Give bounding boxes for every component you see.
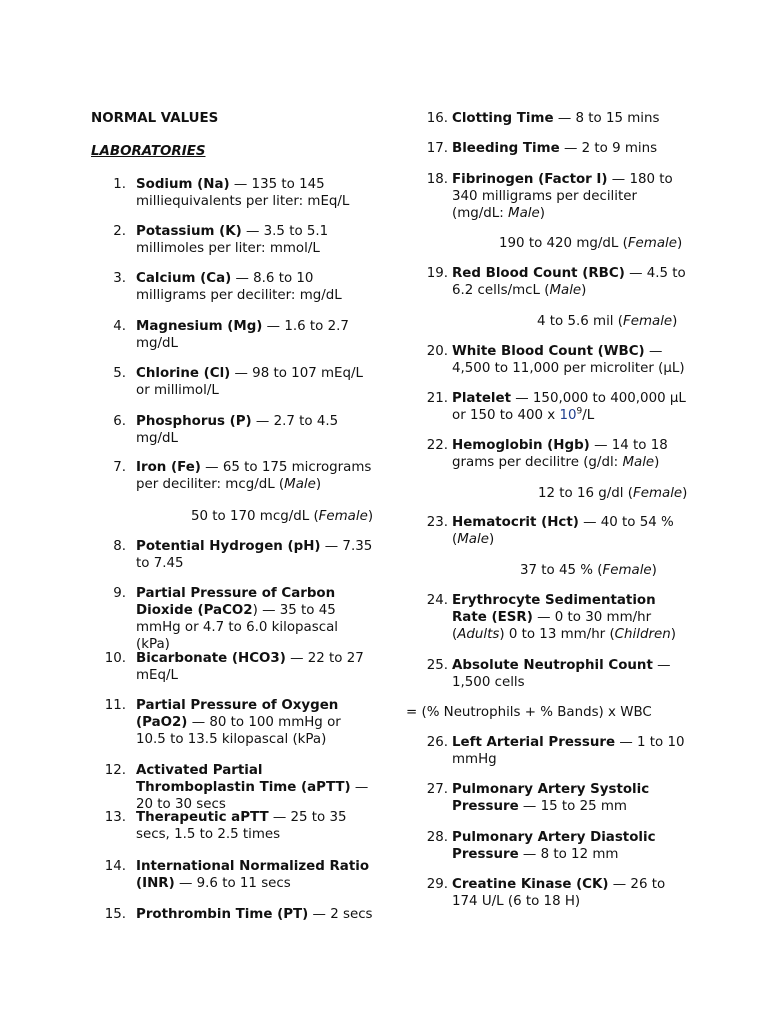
- list-item: [452, 171, 692, 222]
- value-text: — 2 secs: [308, 907, 373, 922]
- qualifier-text: Male: [457, 532, 489, 547]
- value-text: ): [315, 477, 322, 492]
- list-item-number: 11.: [104, 698, 126, 713]
- value-text: — 0 to 30 mm/hr (: [452, 610, 652, 642]
- list-item-number: 26.: [426, 735, 448, 750]
- list-item-number: 15.: [104, 907, 126, 922]
- value-text: — 7.35 to 7.45: [136, 539, 373, 571]
- lab-test-name: Potential Hydrogen (pH): [136, 539, 321, 554]
- value-text: — 9.6 to 11 secs: [174, 876, 291, 891]
- value-text: — 14 to 18 grams per decilitre (g/dl:: [452, 438, 668, 470]
- lab-test-name: Prothrombin Time (PT): [136, 907, 309, 922]
- list-item-number: 21.: [426, 391, 448, 406]
- list-item: [136, 270, 374, 304]
- value-text: — 98 to 107 mEq/L or millimol/L: [136, 366, 363, 398]
- female-range-line: [191, 508, 373, 525]
- lab-test-name: White Blood Count (WBC): [452, 344, 645, 359]
- value-text: ): [654, 455, 660, 470]
- value-text: ): [676, 236, 683, 251]
- value-text: — 2.7 to 4.5 mg/dL: [136, 414, 339, 446]
- list-item: [452, 514, 692, 548]
- value-text: 4 to 5.6 mil (: [537, 314, 623, 329]
- value-text: 10: [559, 408, 577, 423]
- value-text: ): [670, 627, 676, 642]
- value-text: ): [672, 314, 678, 329]
- list-item: [452, 876, 692, 910]
- value-text: ): [651, 563, 657, 578]
- list-item: [452, 657, 692, 691]
- qualifier-text: Female: [602, 563, 652, 578]
- value-text: ) — 35 to 45 mmHg or 4.7 to 6.0 kilopascal (kPa): [136, 603, 339, 652]
- value-text: — 2 to 9 mins: [559, 141, 658, 156]
- lab-test-name: Clotting Time: [452, 111, 554, 126]
- list-item: [136, 176, 374, 210]
- value-text: ) 0 to 13 mm/hr (: [499, 627, 615, 642]
- value-text: 50 to 170 mcg/dL (: [191, 509, 319, 524]
- lab-test-name: Creatine Kinase (CK): [452, 877, 609, 892]
- list-item: [452, 592, 692, 643]
- list-item: [136, 762, 374, 813]
- list-item-number: 13.: [104, 810, 126, 825]
- lab-test-name: Platelet: [452, 391, 511, 406]
- list-item-number: 19.: [426, 266, 448, 281]
- list-item: [452, 265, 692, 299]
- section-heading: LABORATORIES: [91, 144, 206, 159]
- value-text: — 25 to 35 secs, 1.5 to 2.5 times: [136, 810, 347, 842]
- value-text: 12 to 16 g/dl (: [538, 486, 634, 501]
- value-text: 190 to 420 mg/dL (: [499, 236, 628, 251]
- list-item-number: 8.: [113, 539, 126, 554]
- list-item: [452, 437, 692, 471]
- lab-test-name: Partial Pressure of Carbon Dioxide (PaCO2: [136, 586, 336, 618]
- list-item: [136, 697, 374, 748]
- value-text: ): [367, 509, 374, 524]
- lab-test-name: Erythrocyte Sedimentation Rate (ESR): [452, 593, 656, 625]
- value-text: — 20 to 30 secs: [136, 780, 369, 812]
- page-title: NORMAL VALUES: [91, 111, 219, 126]
- value-text: 37 to 45 % (: [520, 563, 603, 578]
- qualifier-text: Male: [549, 283, 582, 298]
- lab-test-name: Hemoglobin (Hgb): [452, 438, 590, 453]
- list-item-number: 10.: [104, 651, 126, 666]
- female-range-line: [537, 313, 677, 330]
- lab-test-name: Pulmonary Artery Diastolic Pressure: [452, 830, 656, 862]
- value-text: — 26 to 174 U/L (6 to 18 H): [452, 877, 666, 909]
- qualifier-text: Female: [318, 509, 368, 524]
- value-text: — 3.5 to 5.1 millimoles per liter: mmol/L: [136, 224, 329, 256]
- value-text: /L: [582, 408, 595, 423]
- lab-test-name: Hematocrit (Hct): [452, 515, 579, 530]
- lab-test-name: Partial Pressure of Oxygen (PaO2): [136, 698, 339, 730]
- list-item: [136, 365, 374, 399]
- lab-test-name: Activated Partial Thromboplastin Time (aPTT): [136, 763, 351, 795]
- list-item: [136, 858, 374, 892]
- lab-test-name: Sodium (Na): [136, 177, 230, 192]
- value-text: — 65 to 175 micrograms per deciliter: mcg/dL (: [136, 460, 372, 492]
- lab-test-name: Chlorine (Cl): [136, 366, 231, 381]
- lab-test-name: Pulmonary Artery Systolic Pressure: [452, 782, 650, 814]
- female-range-line: [520, 562, 657, 579]
- value-text: — 4,500 to 11,000 per microliter (µL): [452, 344, 685, 376]
- value-text: ): [581, 283, 587, 298]
- lab-test-name: Potassium (K): [136, 224, 242, 239]
- value-text: — 1 to 10 mmHg: [452, 735, 685, 767]
- list-item-number: 7.: [113, 460, 126, 475]
- neutrophil-formula: = (% Neutrophils + % Bands) x WBC: [406, 705, 652, 720]
- list-item-number: 3.: [113, 271, 126, 286]
- value-text: — 8 to 15 mins: [553, 111, 660, 126]
- lab-test-name: Bicarbonate (HCO3): [136, 651, 286, 666]
- lab-test-name: Bleeding Time: [452, 141, 560, 156]
- list-item-number: 22.: [426, 438, 448, 453]
- list-item-number: 27.: [426, 782, 448, 797]
- value-text: — 8 to 12 mm: [518, 847, 619, 862]
- list-item: [136, 413, 374, 447]
- list-item: [136, 223, 374, 257]
- lab-test-name: International Normalized Ratio (INR): [136, 859, 370, 891]
- list-item: [452, 140, 692, 157]
- list-item: [452, 343, 692, 377]
- value-text: — 40 to 54 % (: [452, 515, 674, 547]
- list-item-number: 25.: [426, 658, 448, 673]
- qualifier-text: Male: [508, 206, 540, 221]
- value-text: — 22 to 27 mEq/L: [136, 651, 364, 683]
- list-item: [136, 459, 374, 493]
- list-item: [452, 734, 692, 768]
- list-item: [136, 809, 374, 843]
- value-text: — 180 to 340 milligrams per deciliter (mg/dL:: [452, 172, 673, 221]
- list-item-number: 24.: [426, 593, 448, 608]
- qualifier-text: Male: [622, 455, 655, 470]
- lab-test-name: Fibrinogen (Factor I): [452, 172, 608, 187]
- list-item-number: 29.: [426, 877, 448, 892]
- lab-test-name: Red Blood Count (RBC): [452, 266, 625, 281]
- list-item-number: 18.: [426, 172, 448, 187]
- list-item-number: 12.: [104, 763, 126, 778]
- list-item-number: 28.: [426, 830, 448, 845]
- lab-test-name: Iron (Fe): [136, 460, 201, 475]
- value-text: — 150,000 to 400,000 µL or 150 to 400 x: [452, 391, 686, 423]
- qualifier-text: Children: [614, 627, 671, 642]
- lab-test-name: Absolute Neutrophil Count: [452, 658, 653, 673]
- qualifier-text: Male: [284, 477, 316, 492]
- value-text: 9: [576, 406, 583, 417]
- list-item: [136, 650, 374, 684]
- list-item-number: 9.: [113, 586, 126, 601]
- list-item: [452, 781, 692, 815]
- lab-test-name: Left Arterial Pressure: [452, 735, 616, 750]
- list-item: [452, 829, 692, 863]
- list-item: [452, 110, 692, 127]
- list-item-number: 1.: [113, 177, 126, 192]
- list-item: [136, 538, 374, 572]
- qualifier-text: Female: [633, 486, 683, 501]
- female-range-line: [499, 235, 682, 252]
- female-range-line: [538, 485, 687, 502]
- list-item-number: 2.: [113, 224, 126, 239]
- list-item: [136, 318, 374, 352]
- list-item-number: 6.: [113, 414, 126, 429]
- value-text: ): [539, 206, 545, 221]
- value-text: — 15 to 25 mm: [518, 799, 627, 814]
- value-text: — 1.6 to 2.7 mg/dL: [136, 319, 349, 351]
- list-item-number: 20.: [426, 344, 448, 359]
- list-item-number: 16.: [426, 111, 448, 126]
- value-text: — 80 to 100 mmHg or 10.5 to 13.5 kilopascal (kPa): [136, 715, 341, 747]
- value-text: — 4.5 to 6.2 cells/mcL (: [452, 266, 686, 298]
- qualifier-text: Adults: [457, 627, 500, 642]
- list-item-number: 23.: [426, 515, 448, 530]
- list-item-number: 4.: [113, 319, 126, 334]
- list-item-number: 5.: [113, 366, 126, 381]
- qualifier-text: Female: [623, 314, 673, 329]
- lab-test-name: Therapeutic aPTT: [136, 810, 269, 825]
- value-text: — 8.6 to 10 milligrams per deciliter: mg/dL: [136, 271, 342, 303]
- value-text: — 135 to 145 milliequivalents per liter: mEq/L: [136, 177, 350, 209]
- value-text: ): [488, 532, 495, 547]
- list-item: [452, 390, 692, 424]
- list-item-number: 14.: [104, 859, 126, 874]
- value-text: — 1,500 cells: [452, 658, 671, 690]
- list-item-number: 17.: [426, 141, 448, 156]
- lab-test-name: Calcium (Ca): [136, 271, 232, 286]
- lab-test-name: Phosphorus (P): [136, 414, 252, 429]
- qualifier-text: Female: [627, 236, 677, 251]
- value-text: ): [682, 486, 688, 501]
- lab-test-name: Magnesium (Mg): [136, 319, 263, 334]
- list-item: [136, 906, 374, 923]
- list-item: [136, 585, 374, 653]
